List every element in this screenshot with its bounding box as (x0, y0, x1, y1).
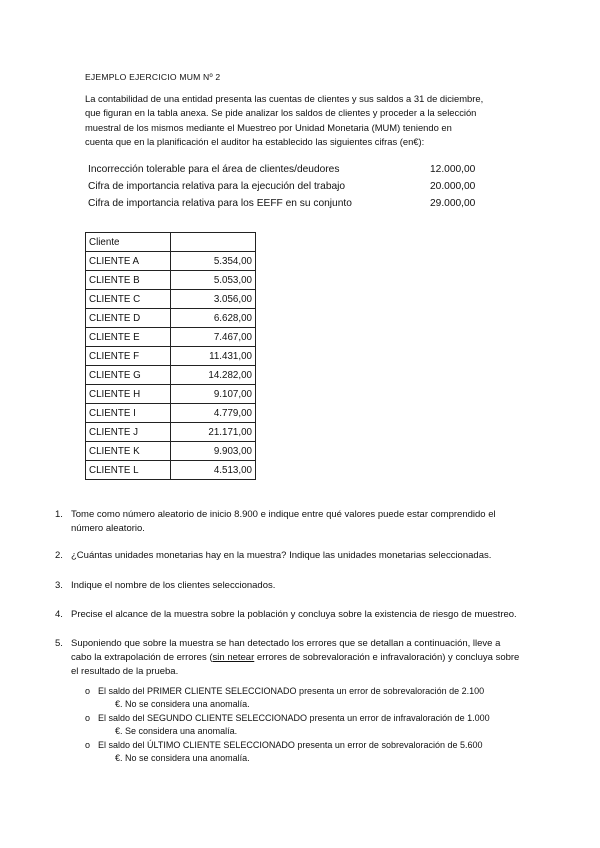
table-header-balance (171, 233, 256, 252)
client-balance: 5.053,00 (171, 271, 256, 290)
client-balance: 21.171,00 (171, 423, 256, 442)
client-name: CLIENTE I (86, 404, 171, 423)
table-row (86, 290, 256, 309)
table-row (86, 423, 256, 442)
figure-row (88, 178, 488, 195)
table-row (86, 404, 256, 423)
question-line: Suponiendo que sobre la muestra se han detectado los errores que se detallan a continuación, lleve a (71, 638, 501, 649)
question-line (71, 651, 547, 665)
question-line: el resultado de la prueba. (71, 666, 179, 678)
question-line: ¿Cuántas unidades monetarias hay en la muestra? Indique las unidades monetarias seleccionadas. (71, 550, 492, 561)
clients-table (85, 232, 256, 480)
figure-value: 12.000,00 (430, 164, 476, 175)
planning-figures (88, 161, 488, 212)
bullet-line: €. No se considera una anomalía. (115, 753, 250, 764)
client-name: CLIENTE A (86, 252, 171, 271)
figure-row (88, 195, 488, 212)
figure-label: Cifra de importancia relativa para los EEFF en su conjunto (88, 198, 352, 209)
figure-label: Incorrección tolerable para el área de clientes/deudores (88, 164, 340, 175)
figure-row (88, 161, 488, 178)
bullet-marker: o (85, 713, 91, 723)
question-text (71, 549, 547, 563)
bullet-line: €. Se considera una anomalía. (115, 726, 238, 737)
table-row (86, 366, 256, 385)
table-header-row (86, 233, 256, 252)
question-line: número aleatorio. (71, 523, 145, 535)
question-number: 5. (55, 638, 63, 649)
client-name: CLIENTE E (86, 328, 171, 347)
figure-value: 29.000,00 (430, 198, 476, 209)
figure-label: Cifra de importancia relativa para la ejecución del trabajo (88, 181, 346, 192)
bullet-text (98, 739, 518, 766)
client-name: CLIENTE J (86, 423, 171, 442)
underlined-phrase: sin netear (212, 652, 255, 664)
client-name: CLIENTE B (86, 271, 171, 290)
table-row (86, 252, 256, 271)
client-balance: 14.282,00 (171, 366, 256, 385)
client-name: CLIENTE C (86, 290, 171, 309)
question-text (71, 608, 547, 622)
table-row (86, 347, 256, 366)
intro-paragraph (85, 92, 517, 149)
table-row (86, 309, 256, 328)
client-balance: 11.431,00 (171, 347, 256, 366)
table-header-client: Cliente (86, 233, 171, 252)
table-row (86, 442, 256, 461)
client-balance: 9.107,00 (171, 385, 256, 404)
client-name: CLIENTE K (86, 442, 171, 461)
client-balance: 4.513,00 (171, 461, 256, 480)
table-row (86, 328, 256, 347)
bullet-marker: o (85, 740, 91, 750)
client-balance: 7.467,00 (171, 328, 256, 347)
question-number: 4. (55, 609, 63, 620)
bullet-marker: o (85, 686, 91, 696)
client-balance: 9.903,00 (171, 442, 256, 461)
question-number: 2. (55, 550, 63, 561)
bullet-text (98, 712, 518, 739)
client-balance: 4.779,00 (171, 404, 256, 423)
client-name: CLIENTE D (86, 309, 171, 328)
question-line: Tome como número aleatorio de inicio 8.900 e indique entre qué valores puede estar comprendido el (71, 509, 496, 520)
bullet-line: €. No se considera una anomalía. (115, 699, 250, 710)
intro-line: La contabilidad de una entidad presenta las cuentas de clientes y sus saldos a 31 de diciembre, (85, 93, 484, 104)
client-name: CLIENTE G (86, 366, 171, 385)
client-balance: 5.354,00 (171, 252, 256, 271)
intro-line: muestral de los mismos mediante el Muestreo por Unidad Monetaria (MUM) teniendo en (85, 121, 452, 133)
question-line-part: errores de sobrevaloración e infravaloración) y concluya sobre (254, 652, 520, 664)
bullet-line: El saldo del ÚLTIMO CLIENTE SELECCIONADO presenta un error de sobrevaloración de 5.600 (98, 740, 483, 750)
client-name: CLIENTE F (86, 347, 171, 366)
client-name: CLIENTE L (86, 461, 171, 480)
client-balance: 6.628,00 (171, 309, 256, 328)
question-number: 1. (55, 509, 63, 520)
client-balance: 3.056,00 (171, 290, 256, 309)
bullet-line: El saldo del SEGUNDO CLIENTE SELECCIONADO presenta un error de infravaloración de 1.000 (98, 713, 490, 723)
question-text (71, 508, 547, 536)
question-number: 3. (55, 580, 63, 591)
intro-line: cuenta que en la planificación el auditor ha establecido las siguientes cifras (en€): (85, 135, 425, 147)
bullet-text (98, 685, 518, 712)
intro-line: que figuran en la tabla anexa. Se pide analizar los saldos de clientes y proceder a la selección (85, 107, 477, 119)
question-line-part: cabo la extrapolación de errores ( (71, 652, 213, 664)
document-title: EJEMPLO EJERCICIO MUM Nº 2 (85, 72, 221, 82)
client-name: CLIENTE H (86, 385, 171, 404)
figure-value: 20.000,00 (430, 181, 476, 192)
bullet-line: El saldo del PRIMER CLIENTE SELECCIONADO presenta un error de sobrevaloración de 2.100 (98, 686, 485, 696)
table-row (86, 461, 256, 480)
question-text (71, 579, 547, 593)
table-row (86, 385, 256, 404)
question-line: Precise el alcance de la muestra sobre la población y concluya sobre la existencia de riesgo de muestreo. (71, 609, 517, 620)
table-row (86, 271, 256, 290)
question-text (71, 637, 547, 680)
question-line: Indique el nombre de los clientes seleccionados. (71, 580, 276, 591)
